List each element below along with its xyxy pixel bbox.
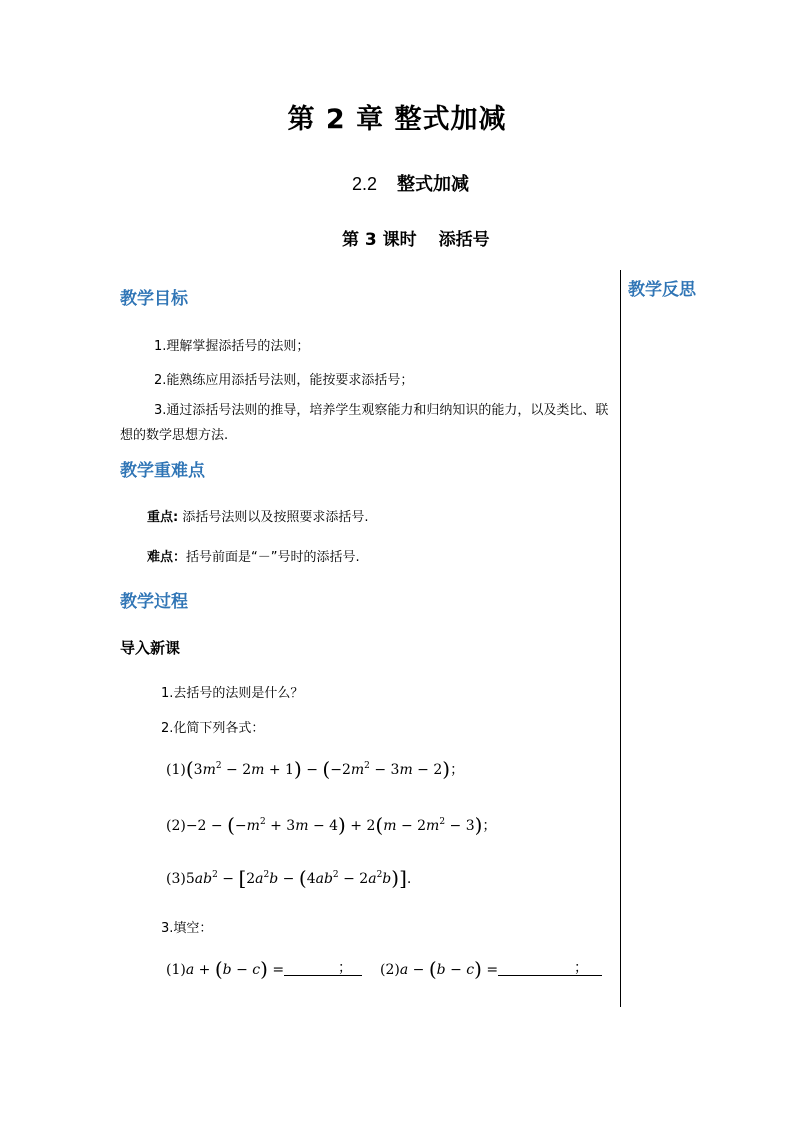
fill-separator: ；	[574, 960, 588, 976]
lesson-number: 第 3 课时	[342, 230, 417, 250]
question-3: 3.填空：	[161, 921, 213, 936]
expression-2: $(2)-2 - (-m^2 + 3m - 4) + 2(m - 2m^2 - 3)$；	[166, 813, 497, 837]
difficult-point	[147, 546, 360, 565]
objectives-heading: 教学目标	[120, 289, 188, 309]
objective-item: 2.能熟练应用添括号法则，能按要求添括号；	[154, 373, 414, 388]
key-point	[147, 506, 368, 525]
question-2: 2.化简下列各式：	[161, 721, 265, 736]
difficult-text: 括号前面是“－”号时的添括号.	[186, 550, 360, 565]
section-number: 2.2	[352, 174, 378, 194]
expr3-tail: .	[406, 871, 412, 887]
process-heading: 教学过程	[120, 592, 188, 612]
section-name: 整式加减	[397, 174, 470, 195]
section-title	[352, 170, 469, 196]
lesson-title	[342, 225, 490, 250]
question-1: 1.去括号的法则是什么？	[161, 686, 304, 701]
key-label: 重点:	[147, 510, 179, 525]
expression-3: $(3)5ab^2 - [2a^2b - (4ab^2 - 2a^2b)]$.	[166, 866, 412, 890]
difficult-label: 难点：	[147, 550, 187, 565]
lesson-name: 添括号	[438, 230, 490, 250]
expression-1: $(1)(3m^2 - 2m + 1) - (-2m^2 - 3m - 2)$；	[166, 757, 465, 781]
objective-item: 1.理解掌握添括号的法则；	[154, 339, 310, 354]
key-points-heading: 教学重难点	[120, 461, 205, 481]
reflection-heading: 教学反思	[628, 280, 696, 300]
intro-heading: 导入新课	[120, 639, 181, 657]
fill-separator: ；	[338, 960, 352, 976]
key-text: 添括号法则以及按照要求添括号.	[182, 510, 369, 525]
column-divider	[620, 270, 621, 1007]
objective-item: 3.通过添括号法则的推导，培养学生观察能力和归纳知识的能力，以及类比、联想的数学思想方法.	[120, 403, 609, 443]
expr2-tail: ；	[482, 818, 497, 834]
fill-blank-1: (1)a + (b − c) =	[166, 957, 362, 981]
expr1-tail: ；	[450, 762, 465, 778]
fill-blank-2: (2)a − (b − c) =	[380, 957, 602, 981]
chapter-title: 第 2 章 整式加减	[287, 104, 507, 135]
